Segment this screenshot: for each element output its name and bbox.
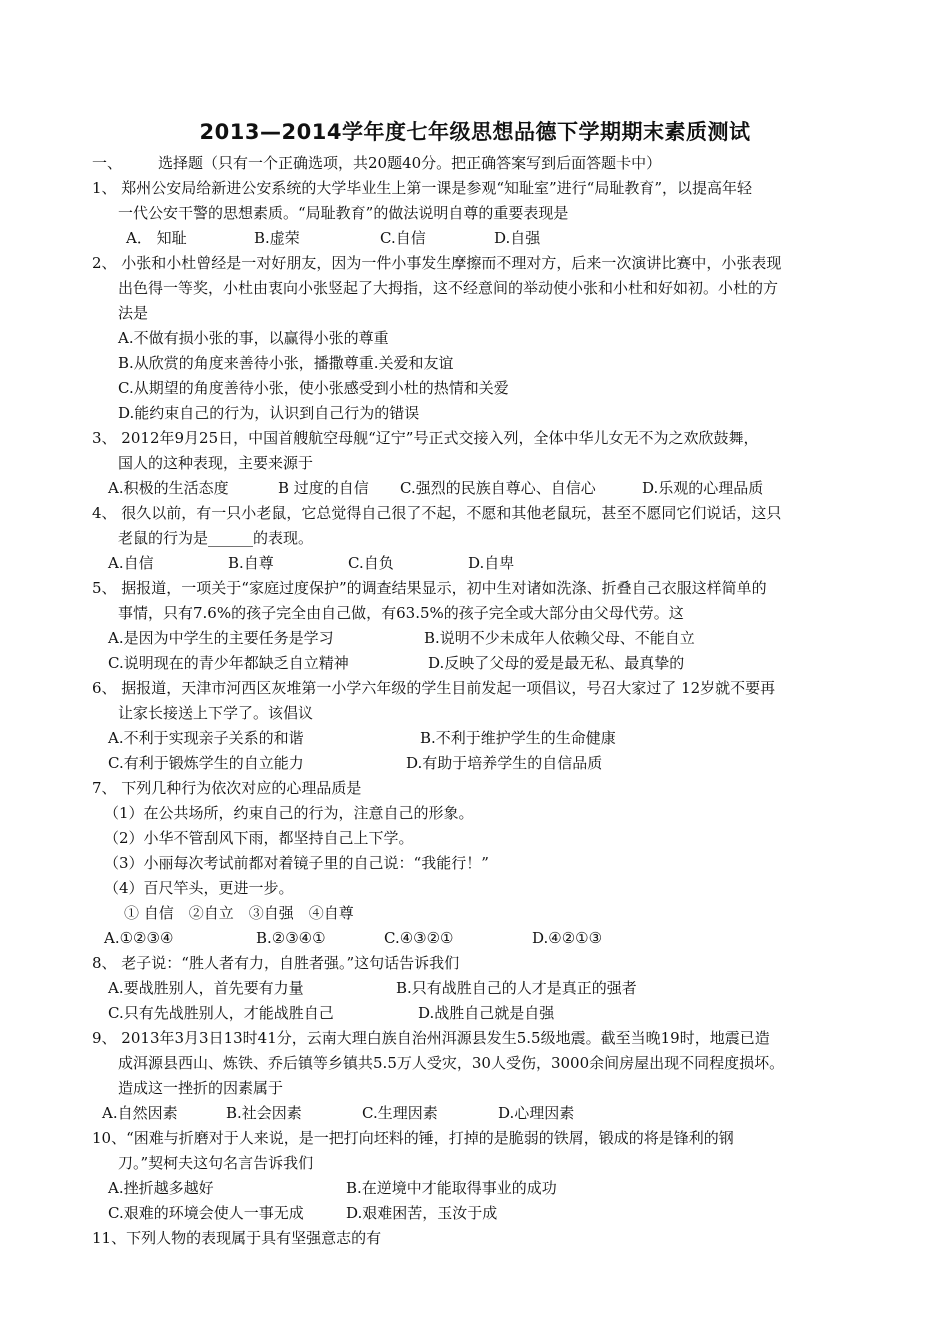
q3-stem-line1: 3、 2012年9月25日，中国首艘航空母舰“辽宁”号正式交接入列，全体中华儿女无不为之欢欣鼓舞， bbox=[92, 429, 759, 447]
q7-statement-4: （4）百尺竿头，更进一步。 bbox=[104, 879, 294, 897]
q6-stem-line2: 让家长接送上下学了。该倡议 bbox=[118, 704, 314, 722]
q4-option-b: B.自尊 bbox=[228, 554, 274, 572]
q7-option-a: A.①②③④ bbox=[104, 929, 174, 947]
q8-option-d: D.战胜自己就是自强 bbox=[418, 1004, 555, 1022]
q8-option-a: A.要战胜别人，首先要有力量 bbox=[108, 979, 304, 997]
q2-option-d: D.能约束自己的行为，认识到自己行为的错误 bbox=[118, 404, 420, 422]
q2-option-a: A.不做有损小张的事，以赢得小张的尊重 bbox=[118, 329, 389, 347]
q5-option-b: B.说明不少未成年人依赖父母、不能自立 bbox=[424, 629, 695, 647]
section-number: 一、 bbox=[92, 154, 123, 172]
q4-stem-line1: 4、 很久以前，有一只小老鼠，它总觉得自己很了不起，不愿和其他老鼠玩，甚至不愿同它们说话，这只 bbox=[92, 504, 782, 522]
q2-option-b: B.从欣赏的角度来善待小张，播撒尊重.关爱和友谊 bbox=[118, 354, 454, 372]
q5-option-a: A.是因为中学生的主要任务是学习 bbox=[108, 629, 334, 647]
q10-stem-line1: 10、“困难与折磨对于人来说，是一把打向坯料的锤，打掉的是脆弱的铁屑，锻成的将是锋利的钢 bbox=[92, 1129, 734, 1147]
q9-option-d: D.心理因素 bbox=[498, 1104, 575, 1122]
q2-option-c: C.从期望的角度善待小张，使小张感受到小杜的热情和关爱 bbox=[118, 379, 509, 397]
q1-option-d: D.自强 bbox=[494, 229, 541, 247]
q1-stem-line1: 1、 郑州公安局给新进公安系统的大学毕业生上第一课是参观“知耻室”进行“局耻教育”，以提高年轻 bbox=[92, 179, 752, 197]
q10-stem-line2: 刀。”契柯夫这句名言告诉我们 bbox=[118, 1154, 314, 1172]
q5-option-d: D.反映了父母的爱是最无私、最真挚的 bbox=[428, 654, 685, 672]
q2-stem-line3: 法是 bbox=[118, 304, 149, 322]
page-title: 2013—2014学年度七年级思想品德下学期期末素质测试 bbox=[199, 120, 751, 144]
q9-stem-line3: 造成这一挫折的因素属于 bbox=[118, 1079, 284, 1097]
q9-option-c: C.生理因素 bbox=[362, 1104, 438, 1122]
q7-stem: 7、 下列几种行为依次对应的心理品质是 bbox=[92, 779, 362, 797]
q7-quality-list: ① 自信 ②自立 ③自强 ④自尊 bbox=[124, 904, 354, 922]
q2-stem-line1: 2、 小张和小杜曾经是一对好朋友，因为一件小事发生摩擦而不理对方，后来一次演讲比赛中，小张表现 bbox=[92, 254, 782, 272]
q3-option-d: D.乐观的心理品质 bbox=[642, 479, 764, 497]
q3-stem-line2: 国人的这种表现，主要来源于 bbox=[118, 454, 314, 472]
q9-stem-line2: 成洱源县西山、炼铁、乔后镇等乡镇共5.5万人受灾，30人受伤，3000余间房屋出现不同程度损坏。 bbox=[118, 1054, 785, 1072]
q6-stem-line1: 6、 据报道，天津市河西区灰堆第一小学六年级的学生目前发起一项倡议，号召大家过了 12岁就不要再 bbox=[92, 679, 776, 697]
q8-option-b: B.只有战胜自己的人才是真正的强者 bbox=[396, 979, 637, 997]
q10-option-b: B.在逆境中才能取得事业的成功 bbox=[346, 1179, 557, 1197]
q4-option-d: D.自卑 bbox=[468, 554, 515, 572]
q5-option-c: C.说明现在的青少年都缺乏自立精神 bbox=[108, 654, 349, 672]
q1-option-c: C.自信 bbox=[380, 229, 426, 247]
q7-option-d: D.④②①③ bbox=[532, 929, 603, 947]
q6-option-b: B.不利于维护学生的生命健康 bbox=[420, 729, 616, 747]
q4-option-c: C.自负 bbox=[348, 554, 394, 572]
q9-option-a: A.自然因素 bbox=[102, 1104, 178, 1122]
q7-statement-3: （3）小丽每次考试前都对着镜子里的自己说：“我能行！” bbox=[104, 854, 489, 872]
q10-option-d: D.艰难困苦，玉汝于成 bbox=[346, 1204, 498, 1222]
q7-statement-2: （2）小华不管刮风下雨，都坚持自己上下学。 bbox=[104, 829, 414, 847]
q7-option-c: C.④③②① bbox=[384, 929, 454, 947]
q9-option-b: B.社会因素 bbox=[226, 1104, 302, 1122]
q4-stem-line2: 老鼠的行为是______的表现。 bbox=[118, 529, 314, 547]
q3-option-c: C.强烈的民族自尊心、自信心 bbox=[400, 479, 596, 497]
q9-stem-line1: 9、 2013年3月3日13时41分，云南大理白族自治州洱源县发生5.5级地震。截至当晚19时，地震已造 bbox=[92, 1029, 770, 1047]
q7-statement-1: （1）在公共场所，约束自己的行为，注意自己的形象。 bbox=[104, 804, 474, 822]
q6-option-a: A.不利于实现亲子关系的和谐 bbox=[108, 729, 304, 747]
q1-option-a: A． 知耻 bbox=[126, 229, 187, 247]
q6-option-c: C.有利于锻炼学生的自立能力 bbox=[108, 754, 304, 772]
q3-option-b: B 过度的自信 bbox=[278, 479, 369, 497]
q1-stem-line2: 一代公安干警的思想素质。“局耻教育”的做法说明自尊的重要表现是 bbox=[118, 204, 569, 222]
q10-option-c: C.艰难的环境会使人一事无成 bbox=[108, 1204, 304, 1222]
q10-option-a: A.挫折越多越好 bbox=[108, 1179, 214, 1197]
q3-option-a: A.积极的生活态度 bbox=[108, 479, 229, 497]
q8-stem: 8、 老子说：“胜人者有力，自胜者强。”这句话告诉我们 bbox=[92, 954, 460, 972]
q5-stem-line1: 5、 据报道，一项关于“家庭过度保护”的调查结果显示，初中生对诸如洗涤、折叠自己衣服这样简单的 bbox=[92, 579, 767, 597]
q7-option-b: B.②③④① bbox=[256, 929, 326, 947]
q1-option-b: B.虚荣 bbox=[254, 229, 300, 247]
q6-option-d: D.有助于培养学生的自信品质 bbox=[406, 754, 603, 772]
q5-stem-line2: 事情，只有7.6%的孩子完全由自己做，有63.5%的孩子完全或大部分由父母代劳。这 bbox=[118, 604, 684, 622]
q4-option-a: A.自信 bbox=[108, 554, 154, 572]
q11-stem: 11、下列人物的表现属于具有坚强意志的有 bbox=[92, 1229, 382, 1247]
section-heading: 选择题（只有一个正确选项，共20题40分。把正确答案写到后面答题卡中） bbox=[158, 154, 662, 172]
q2-stem-line2: 出色得一等奖，小杜由衷向小张竖起了大拇指，这不经意间的举动使小张和小杜和好如初。小杜的方 bbox=[118, 279, 779, 297]
q8-option-c: C.只有先战胜别人，才能战胜自己 bbox=[108, 1004, 334, 1022]
